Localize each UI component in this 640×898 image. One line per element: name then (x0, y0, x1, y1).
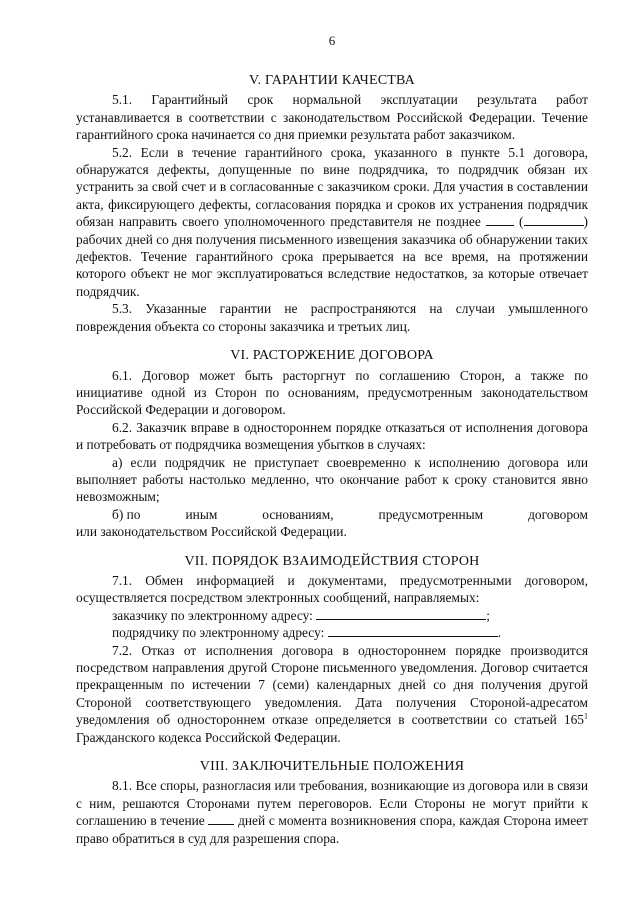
section-5-title: V. ГАРАНТИИ КАЧЕСТВА (249, 73, 415, 88)
clause-7-2-text-b: Гражданского кодекса Российской Федерации. (76, 729, 341, 745)
dispute-days-blank (208, 812, 234, 825)
customer-email-line (76, 607, 588, 624)
page-number: 6 (328, 33, 336, 48)
clause-5-2-text-c: ) рабочих дней со дня получения письменного извещения заказчика об обнаружении таких дефектов. Течение гарантийного срока прерывается на все время, на протяжении которого объект не мог эксплуатироваться вследствие недостатков, за которые отвечает подрядчик. (76, 214, 588, 299)
clause-5-1: 5.1. Гарантийный срок нормальной эксплуатации результата работ устанавливается в соответствии с законодательством Российской Федерации. Течение гарантийного срока начинается со дня приемки результата работ заказчиком. (76, 92, 588, 143)
clause-8-1-text-a: 8.1. Все споры, разногласия или требования, возникающие из договора или в связи с ним, решаются Сторонами путем переговоров. Если Стороны не могут прийти к соглашению в течение (76, 778, 588, 829)
clause-8-1-text-b: дней с момента возникновения спора, каждая Сторона имеет право обратиться в суд для разрешения спора. (76, 813, 588, 846)
days-words-blank (524, 213, 584, 226)
clause-6-2-b-last: или законодательством Российской Федерации. (76, 524, 347, 540)
contractor-email-label: подрядчику по электронному адресу: (112, 625, 325, 641)
clause-6-2-b-line (76, 506, 588, 523)
clause-5-2-text-b: ( (519, 214, 524, 230)
clause-5-2 (76, 144, 588, 301)
clause-8-1 (76, 777, 588, 847)
contractor-email-blank (328, 624, 498, 637)
clause-6-1: 6.1. Договор может быть расторгнут по соглашению Сторон, а также по инициативе одной из Сторон по основаниям, предусмотренным законодательством Российской Федерации и договором. (76, 367, 588, 418)
section-7-title: VII. ПОРЯДОК ВЗАИМОДЕЙСТВИЯ СТОРОН (184, 553, 480, 569)
contractor-email-line (76, 624, 588, 641)
section-6-title: VI. РАСТОРЖЕНИЕ ДОГОВОРА (230, 348, 434, 364)
clause-7-2 (76, 642, 588, 746)
clause-5-2-text-a: 5.2. Если в течение гарантийного срока, указанного в пункте 5.1 договора, обнаружатся дефекты, допущенные по вине подрядчика, то подрядчик обязан их устранить за свой счет и в согласованные с заказчиком сроки. Для участия в составлении акта, фиксирующего дефекты, согласования порядка и сроков их устранения подрядчик обязан направить своего уполномоченного представителя не позднее (76, 144, 588, 230)
clause-6-2-b-word: предусмотренным (378, 506, 484, 522)
customer-email-end: ; (486, 607, 490, 623)
clause-7-1: 7.1. Обмен информацией и документами, предусмотренными договором, осуществляется посредством электронных сообщений, направляемых: (76, 572, 588, 606)
customer-email-label: заказчику по электронному адресу: (112, 607, 313, 623)
article-superscript: 1 (584, 711, 588, 721)
section-8-title: VIII. ЗАКЛЮЧИТЕЛЬНЫЕ ПОЛОЖЕНИЯ (199, 759, 465, 775)
clause-6-2: 6.2. Заказчик вправе в одностороннем порядке отказаться от исполнения договора и потребовать от подрядчика возмещения убытков в случаях: (76, 419, 588, 453)
clause-6-2-b-word: договором (528, 506, 588, 522)
clause-6-2-b-word: б) по (112, 506, 141, 522)
clause-6-2-b-word: иным (185, 506, 218, 522)
clause-7-2-text-a: 7.2. Отказ от исполнения договора в одностороннем порядке производится посредством направления другой Стороне письменного уведомления. Договор считается прекращенным по истечении 7 (семи) календарных дней со дня получения другой Стороной соответствующего уведомления. Дата получения Стороной-адресатом уведомления об одностороннем отказе определяется в соответствии со статьей 165 (76, 642, 588, 728)
customer-email-blank (316, 607, 486, 620)
clause-5-3: 5.3. Указанные гарантии не распространяются на случаи умышленного повреждения объекта со стороны заказчика и третьих лиц. (76, 301, 588, 334)
contractor-email-end: . (497, 625, 502, 641)
days-number-blank (486, 213, 514, 226)
clause-6-2-b-word: основаниям, (262, 506, 334, 522)
clause-6-2-a: а) если подрядчик не приступает своевременно к исполнению договора или выполняет работы настолько медленно, что окончание работ к сроку становится явно невозможным; (76, 454, 588, 505)
